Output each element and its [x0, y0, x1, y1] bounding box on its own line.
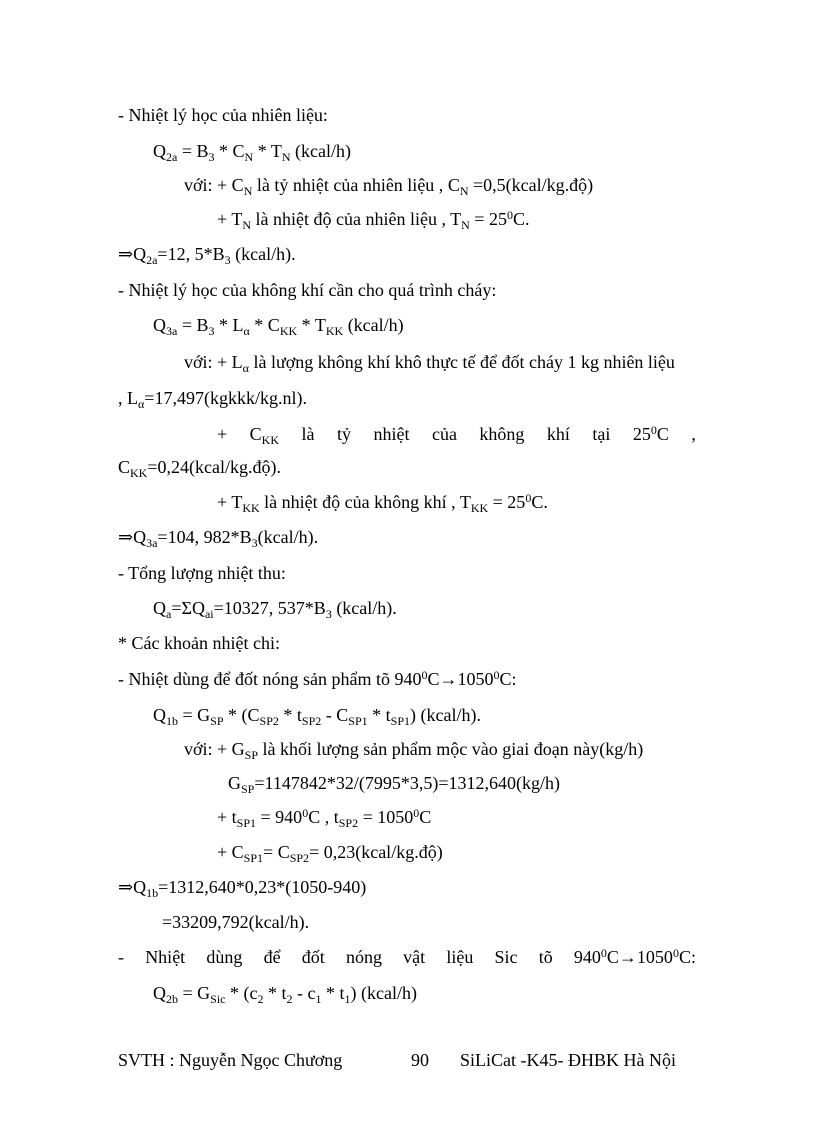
note-ckk: + $C_{KK}$ là tỷ nhiệt của không khí tại $25^0C$ , [217, 423, 696, 447]
result-q3a: $\Rightarrow Q_{3a}=104$, $982*B_3(kcal/h)$. [118, 527, 319, 550]
footer-author: SVTH : Nguyễn Ngọc Chương [118, 1050, 343, 1070]
heading-air-heat: - Nhiệt lý học của không khí cần cho quá trình cháy: [118, 280, 497, 300]
formula-qa-total: $Q_a=\Sigma Q_{ai}=10327$, $537*B_3$ (kcal/h). [153, 598, 397, 621]
note-lalpha: với: + $L_\alpha$ là lượng không khí khô thực tế để đốt cháy 1 kg nhiên liệu [184, 352, 675, 375]
result-q1b-calc: $\Rightarrow Q_{1b}=1312,640*0,23*(1050-940)$ [118, 877, 367, 900]
note-lalpha-value: , $L_\alpha=17,497(kgkkk/kg.nl)$. [118, 388, 307, 411]
formula-q2a: $Q_{2a} = B_3 * C_N * T_N$ (kcal/h) [153, 141, 352, 164]
note-ckk-value: $C_{KK}=0,24(kcal/kg.độ)$. [118, 457, 281, 480]
formula-q1b: $Q_{1b} = G_{SP} * (C_{SP2} * t_{SP2} - C_{SP1} * t_{SP1})$ (kcal/h). [153, 705, 481, 728]
heading-sic-heating: - Nhiệt dùng để đốt nóng vật liệu Sic tõ $940^0C\to 1050^0C$: [118, 946, 696, 967]
heading-product-heating: - Nhiệt dùng để đốt nóng sản phẩm tõ $940^0C\to 1050^0C$: [118, 668, 517, 689]
formula-q2b: $Q_{2b} = G_{Sic} * (c_2 * t_2 - c_1 * t_1)$ (kcal/h) [153, 983, 417, 1006]
footer-organization: SiLiCat -K45- ĐHBK Hà Nội [460, 1050, 676, 1070]
heading-total-heat-in: - Tổng lượng nhiệt thu: [118, 563, 286, 583]
footer-page-number: 90 [411, 1050, 429, 1070]
note-cn: với: + $C_N$ là tỷ nhiệt của nhiên liệu , $C_N$ =0,5(kcal/kg.độ) [184, 175, 594, 198]
calc-gsp: $G_{SP}=1147842*32/(7995*3,5)=1312,640(kg/h)$ [228, 773, 560, 796]
formula-q3a: $Q_{3a} = B_3 * L_\alpha * C_{KK} * T_{KK}$ (kcal/h) [153, 315, 404, 338]
note-tsp: + $t_{SP1} = 940^0C$ , $t_{SP2} = 1050^0C$ [217, 806, 432, 830]
note-tn: + $T_N$ là nhiệt độ của nhiên liệu , $T_N = 25^0C$. [217, 208, 530, 232]
heading-heat-out: * Các khoản nhiệt chi: [118, 633, 280, 653]
note-tkk: + $T_{KK}$ là nhiệt độ của không khí , $T_{KK} = 25^0C$. [217, 491, 548, 515]
result-q1b-value: =33209,792(kcal/h). [162, 912, 310, 932]
note-csp: + $C_{SP1}= C_{SP2}=$ 0,23(kcal/kg.độ) [217, 842, 443, 865]
result-q2a: $\Rightarrow Q_{2a}=12$, $5*B_3$ (kcal/h). [118, 244, 296, 267]
note-gsp: với: + $G_{SP}$ là khối lượng sản phẩm mộc vào giai đoạn này(kg/h) [184, 739, 644, 762]
heading-fuel-heat: - Nhiệt lý học của nhiên liệu: [118, 105, 328, 125]
